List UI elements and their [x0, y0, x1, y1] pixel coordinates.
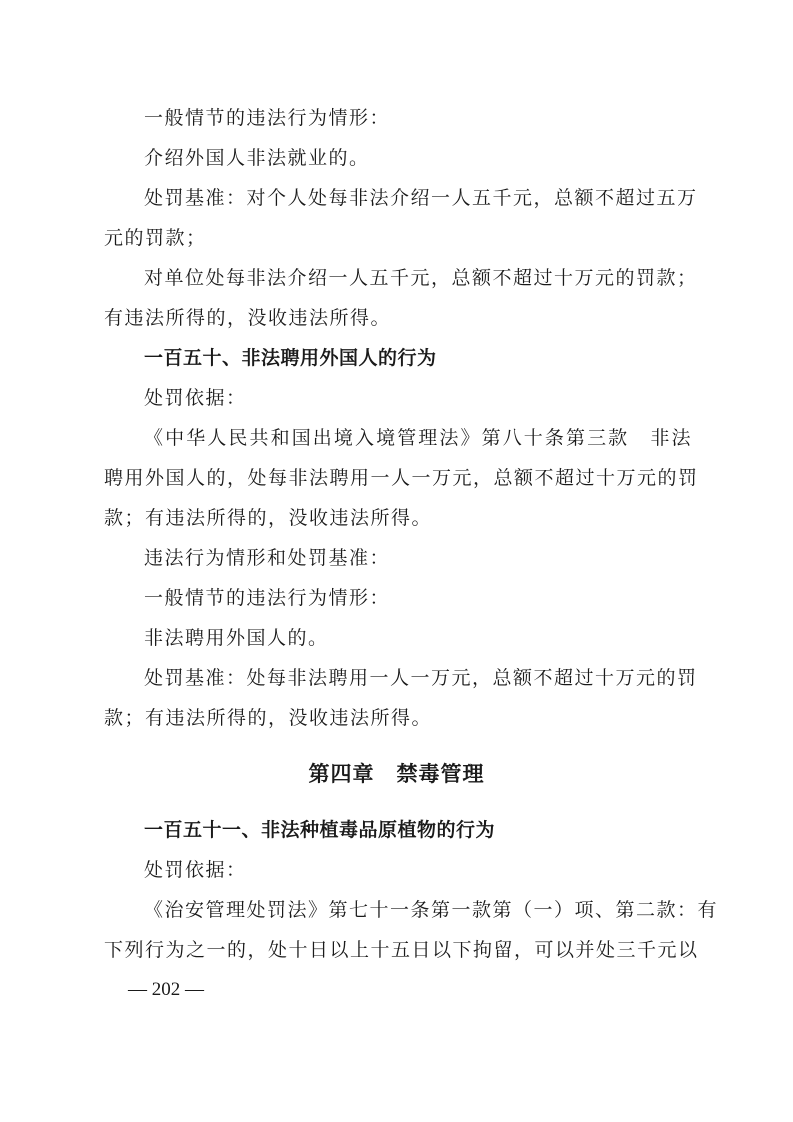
paragraph-line: 《中华人民共和国出境入境管理法》第八十条第三款 非法 — [144, 427, 692, 449]
paragraph-line: 介绍外国人非法就业的。 — [144, 147, 370, 169]
paragraph-line: 处罚基准：对个人处每非法介绍一人五千元，总额不超过五万 — [144, 187, 698, 209]
paragraph-line: 处罚依据： — [144, 859, 247, 881]
paragraph-line: 聘用外国人的，处每非法聘用一人一万元，总额不超过十万元的罚 — [104, 467, 699, 489]
paragraph-line: 处罚基准：处每非法聘用一人一万元，总额不超过十万元的罚 — [144, 667, 698, 689]
paragraph-line: 款；有违法所得的，没收违法所得。 — [104, 707, 433, 729]
paragraph-line: 非法聘用外国人的。 — [144, 627, 329, 649]
paragraph-line: 对单位处每非法介绍一人五千元，总额不超过十万元的罚款； — [144, 267, 698, 289]
chapter-title: 第四章 禁毒管理 — [308, 762, 485, 786]
section-heading: 一百五十一、非法种植毒品原植物的行为 — [144, 819, 496, 841]
paragraph-line: 一般情节的违法行为情形： — [144, 107, 391, 129]
paragraph-line: 下列行为之一的，处十日以上十五日以下拘留，可以并处三千元以 — [104, 939, 699, 961]
paragraph-line: 有违法所得的，没收违法所得。 — [104, 307, 392, 329]
paragraph-line: 处罚依据： — [144, 387, 247, 409]
section-heading: 一百五十、非法聘用外国人的行为 — [144, 347, 437, 369]
page-number: — 202 — — [128, 979, 204, 1000]
paragraph-line: 一般情节的违法行为情形： — [144, 587, 391, 609]
paragraph-line: 款；有违法所得的，没收违法所得。 — [104, 507, 433, 529]
paragraph-line: 违法行为情形和处罚基准： — [144, 547, 391, 569]
paragraph-line: 元的罚款； — [104, 227, 207, 249]
paragraph-line: 《治安管理处罚法》第七十一条第一款第（一）项、第二款：有 — [144, 899, 719, 921]
